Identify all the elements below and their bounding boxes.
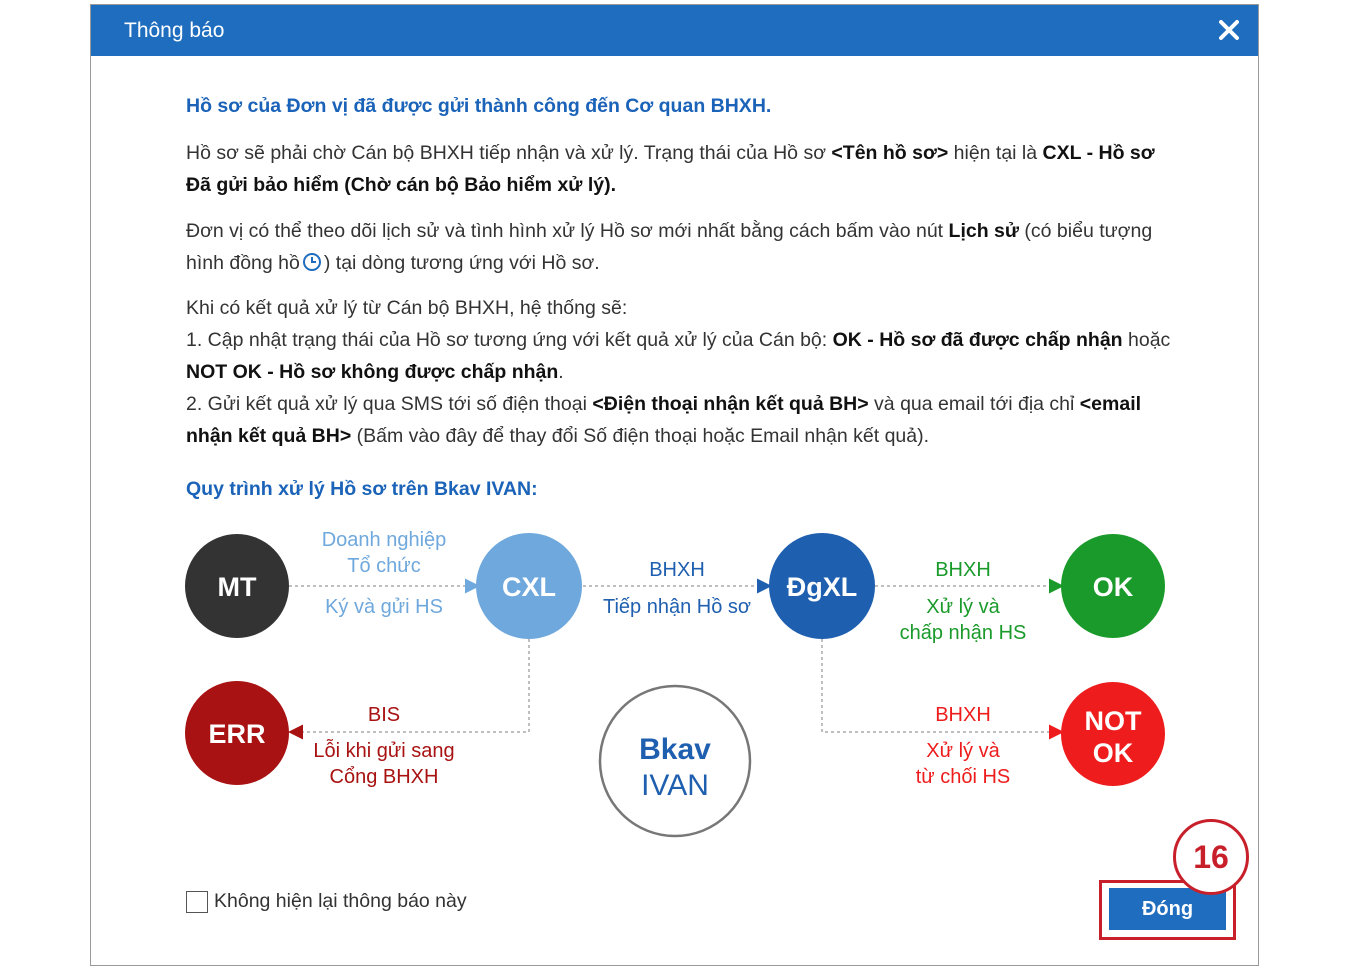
edge-cxl-dgxl-label-2: Tiếp nhận Hồ sơ	[602, 596, 752, 618]
history-text-1: Đơn vị có thể theo dõi lịch sử và tình hình xử lý Hồ sơ mới nhất bằng cách bấm vào nút	[186, 220, 949, 242]
edge-dgxl-notok-label-1: BHXH	[935, 704, 991, 726]
node-err-label: ERR	[208, 719, 266, 749]
history-label: Lịch sử	[948, 220, 1019, 242]
edge-cxl-dgxl-label-1: BHXH	[649, 559, 705, 581]
item1-text-e: .	[558, 361, 564, 383]
item1-text-a: 1. Cập nhật trạng thái của Hồ sơ tương ứng với kết quả xử lý của Cán bộ:	[186, 329, 833, 351]
status-text-2: hiện tại là	[948, 142, 1043, 164]
history-text-3: ) tại dòng tương ứng với Hồ sơ.	[323, 252, 600, 274]
phone-placeholder: <Điện thoại nhận kết quả BH>	[592, 393, 869, 415]
node-notok-label-2: OK	[1092, 738, 1134, 768]
edge-mt-cxl-label-1: Doanh nghiệp	[321, 529, 447, 551]
edge-cxl-err	[291, 639, 529, 732]
node-cxl-label: CXL	[502, 572, 556, 602]
close-button[interactable]: Đóng	[1109, 888, 1226, 930]
edge-dgxl-ok-label-3: chấp nhận HS	[899, 622, 1027, 644]
process-diagram	[91, 5, 1258, 905]
item1-notok: NOT OK - Hồ sơ không được chấp nhận	[186, 361, 559, 383]
record-name-placeholder: <Tên hồ sơ>	[831, 142, 949, 164]
edge-mt-cxl-label-3: Ký và gửi HS	[325, 596, 443, 618]
item2-text-a: 2. Gửi kết quả xử lý qua SMS tới số điện thoại	[186, 393, 593, 415]
edge-cxl-err-label-3: Cổng BHXH	[329, 766, 439, 788]
success-heading: Hồ sơ của Đơn vị đã được gửi thành công đến Cơ quan BHXH.	[186, 95, 772, 117]
dialog-title: Thông báo	[124, 19, 225, 42]
notification-dialog	[90, 4, 1259, 966]
node-notok-label-1: NOT	[1084, 706, 1142, 736]
status-value: CXL - Hồ sơ Đã gửi bảo hiểm (Chờ cán bộ Bảo hiểm xử lý).	[186, 142, 1155, 196]
logo-ivan: IVAN	[641, 769, 709, 802]
node-ok-label: OK	[1092, 572, 1134, 602]
edge-dgxl-ok-label-1: BHXH	[935, 559, 991, 581]
node-dgxl-label: ĐgXL	[786, 572, 858, 602]
edge-mt-cxl-label-2: Tổ chức	[347, 555, 421, 577]
email-placeholder: <email nhận kết quả BH>	[186, 393, 1142, 447]
edge-dgxl-notok-label-3: từ chối HS	[915, 766, 1011, 788]
dont-show-again-checkbox[interactable]	[186, 891, 208, 913]
step-number-badge: 16	[1173, 819, 1249, 895]
result-intro: Khi có kết quả xử lý từ Cán bộ BHXH, hệ thống sẽ:	[186, 297, 628, 319]
history-text-2: (có biểu tượng hình đồng hồ	[186, 220, 1153, 274]
edge-cxl-err-label-2: Lỗi khi gửi sang	[313, 740, 455, 762]
logo-bkav: Bkav	[639, 733, 711, 766]
dont-show-again-label: Không hiện lại thông báo này	[214, 890, 467, 912]
edge-cxl-err-label-1: BIS	[367, 704, 401, 726]
item1-text-c: hoặc	[1122, 329, 1171, 351]
edge-dgxl-notok-label-2: Xử lý và	[926, 740, 1000, 762]
status-text-1: Hồ sơ sẽ phải chờ Cán bộ BHXH tiếp nhận và xử lý. Trạng thái của Hồ sơ	[186, 142, 832, 164]
change-contact-link[interactable]: (Bấm vào đây để thay đổi Số điện thoại hoặc Email nhận kết quả).	[351, 425, 930, 447]
process-heading: Quy trình xử lý Hồ sơ trên Bkav IVAN:	[186, 478, 538, 500]
item1-ok: OK - Hồ sơ đã được chấp nhận	[832, 329, 1123, 351]
dont-show-again[interactable]	[186, 890, 467, 913]
node-mt-label: MT	[217, 572, 257, 602]
edge-dgxl-ok-label-2: Xử lý và	[926, 596, 1000, 618]
item2-text-c: và qua email tới địa chỉ	[868, 393, 1080, 415]
